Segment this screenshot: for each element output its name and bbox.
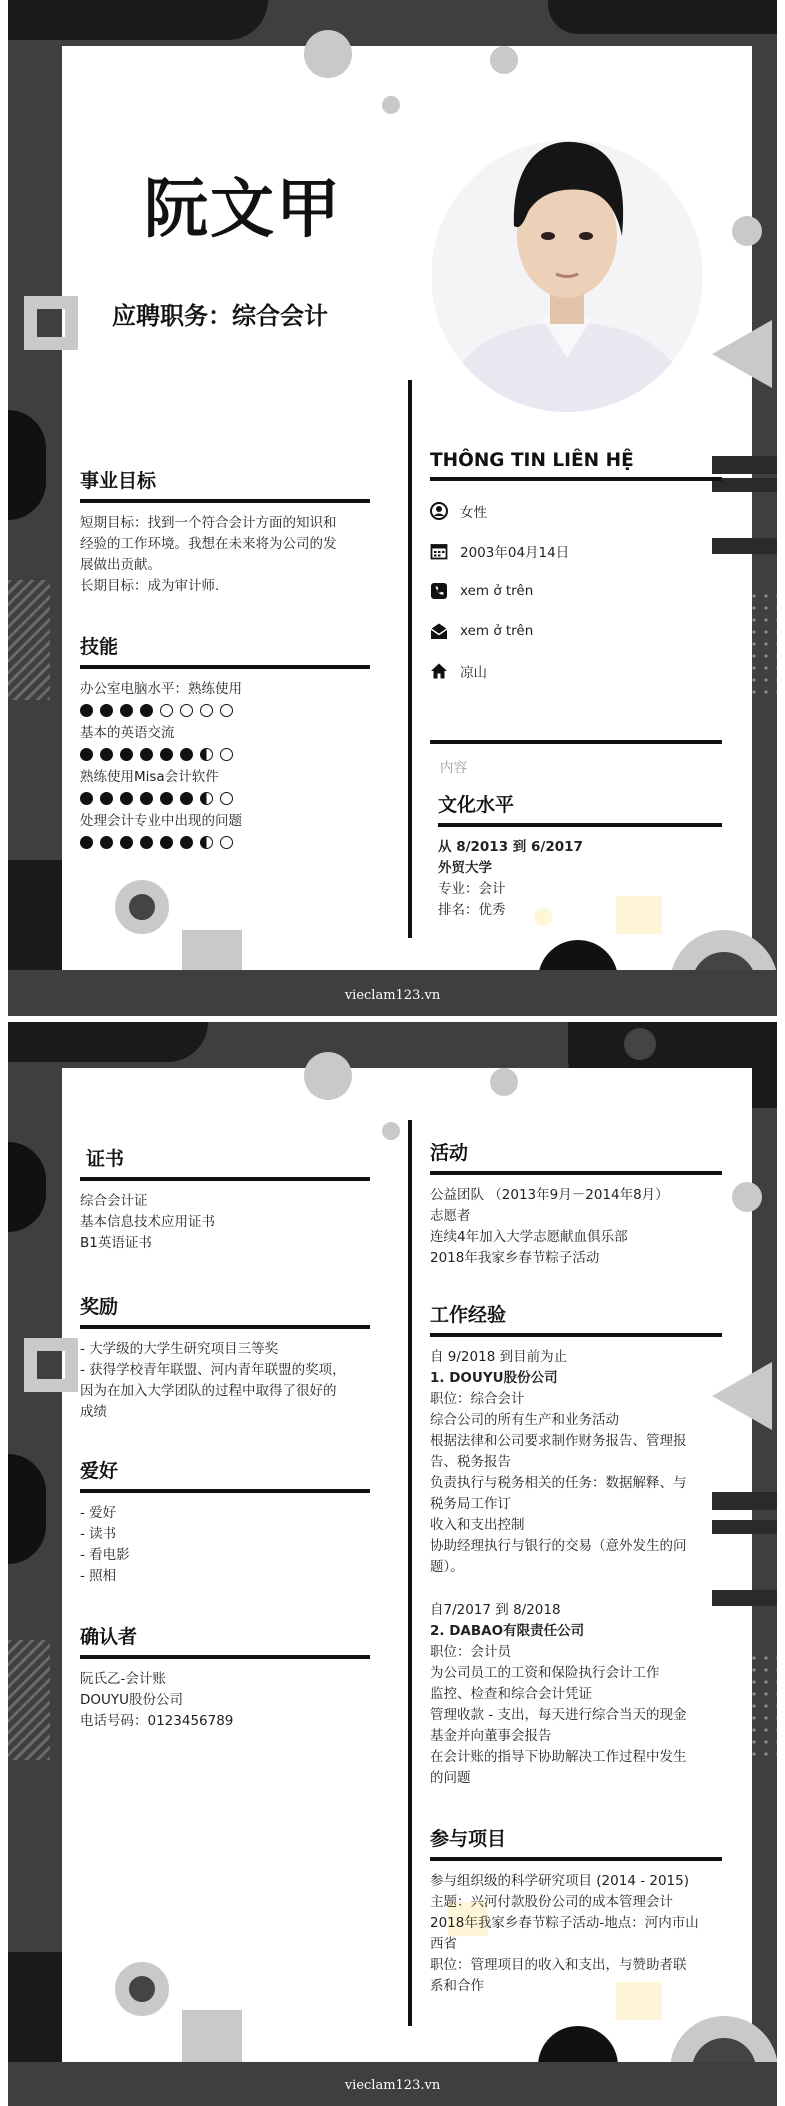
reference-item: 电话号码：0123456789: [80, 1713, 234, 1729]
job-line: 在会计账的指导下协助解决工作过程中发生: [430, 1749, 687, 1765]
job-line: 根据法律和公司要求制作财务报告、管理报: [430, 1433, 687, 1449]
career-title: 事业目标: [80, 466, 370, 503]
projects-title: 参与项目: [430, 1824, 722, 1861]
decor-circle: [382, 96, 400, 114]
certificate-item: B1英语证书: [80, 1235, 152, 1251]
rating-dot: [100, 836, 113, 849]
phone-icon: [430, 582, 448, 600]
education-school: 外贸大学: [438, 860, 492, 876]
decor-hatch: [8, 580, 50, 700]
decor-dots: [748, 590, 777, 700]
job-line: 为公司员工的工资和保险执行会计工作: [430, 1665, 660, 1681]
rating-dot: [140, 792, 153, 805]
skill-label: 办公室电脑水平：熟练使用: [80, 681, 242, 697]
hobbies-section: [80, 1456, 370, 1587]
skills-list: [80, 679, 370, 849]
job-line: 管理收款 - 支出，每天进行综合当天的现金: [430, 1707, 687, 1723]
skills-title: 技能: [80, 632, 370, 669]
job-line: 职位：会计员: [430, 1644, 511, 1660]
rating-dot: [180, 704, 193, 717]
activity-item: 连续4年加入大学志愿献血俱乐部: [430, 1229, 628, 1245]
skill-label: 熟练使用Misa会计软件: [80, 769, 219, 785]
job-company: 2. DABAO有限责任公司: [430, 1623, 585, 1639]
contact-email: [430, 611, 722, 651]
home-icon: [430, 662, 448, 680]
rating-dot: [120, 748, 133, 761]
rating-dot: [180, 748, 193, 761]
reference-item: DOUYU股份公司: [80, 1692, 184, 1708]
decor-shape: [8, 410, 46, 520]
rating-dot: [100, 748, 113, 761]
decor-circle: [490, 46, 518, 74]
rating-dot: [200, 792, 213, 805]
activity-item: 2018年我家乡春节粽子活动: [430, 1250, 600, 1266]
job-entry: [430, 1600, 722, 1789]
rating-dot: [160, 836, 173, 849]
job-line: 告、税务报告: [430, 1454, 511, 1470]
footer-text: vieclam123.vn: [344, 988, 441, 1003]
job-line: 综合公司的所有生产和业务活动: [430, 1412, 619, 1428]
certificate-item: 基本信息技术应用证书: [80, 1214, 215, 1230]
column-divider: [408, 380, 412, 938]
content-label: 内容: [440, 760, 467, 776]
rating-dot: [220, 748, 233, 761]
activity-item: 志愿者: [430, 1208, 471, 1224]
awards-line: 因为在加入大学团队的过程中取得了很好的: [80, 1383, 337, 1399]
education-title: 文化水平: [438, 790, 722, 827]
project-line: 职位：管理项目的收入和支出，与赞助者联: [430, 1957, 687, 1973]
references-section: [80, 1622, 370, 1732]
rating-dot: [80, 836, 93, 849]
decor-circle: [624, 1028, 656, 1060]
column-divider: [408, 1120, 412, 2026]
experience-title: 工作经验: [430, 1300, 722, 1337]
address-value: 凉山: [460, 665, 487, 681]
job-line: 收入和支出控制: [430, 1517, 525, 1533]
career-line: 短期目标：找到一个符合会计方面的知识和: [80, 515, 337, 531]
decor-square: [24, 1338, 78, 1392]
job-line: 的问题: [430, 1770, 471, 1786]
awards-line: - 获得学校青年联盟、河内青年联盟的奖项，: [80, 1362, 346, 1378]
projects-section: [430, 1824, 722, 1997]
rating-dot: [200, 748, 213, 761]
user-circle-icon: [430, 502, 448, 520]
decor-shape: [8, 1142, 46, 1232]
career-line: 展做出贡献。: [80, 557, 161, 573]
job-period: 自7/2017 到 8/2018: [430, 1602, 561, 1618]
certificate-item: 综合会计证: [80, 1193, 148, 1209]
rating-dot: [160, 704, 173, 717]
activity-item: 公益团队 （2013年9月－2014年8月）: [430, 1187, 669, 1203]
portrait-photo: [432, 96, 702, 412]
rating-dot: [140, 836, 153, 849]
job-line: 负责执行与税务相关的任务：数据解释、与: [430, 1475, 687, 1491]
email-value: xem ở trên: [460, 623, 534, 639]
resume-page-2: [8, 1022, 777, 2106]
rating-dot: [140, 704, 153, 717]
rating-dot: [80, 704, 93, 717]
hobby-item: - 照相: [80, 1568, 117, 1584]
decor-triangle: [712, 320, 772, 388]
education-major: 专业：会计: [438, 881, 506, 897]
skill-rating: [80, 704, 370, 717]
contact-address: [430, 651, 722, 691]
job-line: 协助经理执行与银行的交易（意外发生的问: [430, 1538, 687, 1554]
rating-dot: [220, 704, 233, 717]
decor-circle: [490, 1068, 518, 1096]
birthday-value: 2003年04月14日: [460, 545, 570, 561]
rating-dot: [80, 748, 93, 761]
decor-shape: [8, 1022, 208, 1062]
applied-position: 应聘职务：综合会计: [112, 302, 328, 330]
rating-dot: [100, 792, 113, 805]
decor-shape: [548, 0, 777, 34]
project-line: 参与组织级的科学研究项目 (2014 - 2015): [430, 1873, 689, 1889]
decor-shape: [8, 1454, 46, 1564]
rating-dot: [180, 836, 193, 849]
skill-label: 基本的英语交流: [80, 725, 175, 741]
job-period: 自 9/2018 到目前为止: [430, 1349, 568, 1365]
rating-dot: [120, 704, 133, 717]
contact-phone: [430, 571, 722, 611]
decor-square: [24, 296, 78, 350]
candidate-name: 阮文甲: [144, 173, 342, 247]
project-line: 西省: [430, 1936, 457, 1952]
references-title: 确认者: [80, 1622, 370, 1659]
experience-section: [430, 1300, 722, 1789]
rating-dot: [100, 704, 113, 717]
awards-title: 奖励: [80, 1292, 370, 1329]
decor-ring: [115, 880, 169, 934]
education-period: 从 8/2013 到 6/2017: [438, 839, 583, 855]
job-line: 职位：综合会计: [430, 1391, 525, 1407]
rating-dot: [180, 792, 193, 805]
education-rank: 排名：优秀: [438, 902, 506, 918]
hobby-item: - 看电影: [80, 1547, 130, 1563]
hobbies-title: 爱好: [80, 1456, 370, 1493]
decor-circle: [732, 216, 762, 246]
hobby-item: - 爱好: [80, 1505, 117, 1521]
certificates-section: [80, 1144, 370, 1254]
decor-dots: [748, 1652, 777, 1762]
jobs-list: [430, 1347, 722, 1789]
education-section: [438, 790, 722, 921]
rating-dot: [140, 748, 153, 761]
job-line: 监控、检查和综合会计凭证: [430, 1686, 592, 1702]
contact-title: THÔNG TIN LIÊN HỆ: [430, 450, 722, 481]
contact-birthday: [430, 531, 722, 571]
decor-hatch: [8, 1640, 50, 1760]
rating-dot: [120, 792, 133, 805]
decor-ring: [115, 1962, 169, 2016]
decor-shape: [8, 0, 268, 40]
project-line: 系和合作: [430, 1978, 484, 1994]
calendar-icon: [430, 542, 448, 560]
contact-divider: [430, 740, 722, 744]
project-line: 2018年我家乡春节粽子活动-地点：河内市山: [430, 1915, 699, 1931]
skills-section: [80, 632, 370, 855]
awards-section: [80, 1292, 370, 1423]
rating-dot: [80, 792, 93, 805]
rating-dot: [120, 836, 133, 849]
rating-dot: [200, 704, 213, 717]
career-section: [80, 466, 370, 597]
activities-section: [430, 1138, 722, 1269]
rating-dot: [220, 792, 233, 805]
awards-line: - 大学级的大学生研究项目三等奖: [80, 1341, 279, 1357]
project-line: 主题：兴河付款股份公司的成本管理会计: [430, 1894, 673, 1910]
job-entry: [430, 1347, 722, 1578]
job-line: 基金并向董事会报告: [430, 1728, 552, 1744]
skill-rating: [80, 836, 370, 849]
decor-circle: [304, 30, 352, 78]
rating-dot: [220, 836, 233, 849]
rating-dot: [160, 748, 173, 761]
activities-title: 活动: [430, 1138, 722, 1175]
certificates-title: 证书: [80, 1144, 370, 1181]
skill-label: 处理会计专业中出现的问题: [80, 813, 242, 829]
hobby-item: - 读书: [80, 1526, 117, 1542]
awards-line: 成绩: [80, 1404, 107, 1420]
skill-rating: [80, 748, 370, 761]
reference-item: 阮氏乙-会计账: [80, 1671, 166, 1687]
decor-circle: [304, 1052, 352, 1100]
decor-circle: [382, 1122, 400, 1140]
footer-text: vieclam123.vn: [344, 2078, 441, 2093]
phone-value: xem ở trên: [460, 583, 534, 599]
career-line: 经验的工作环境。我想在未来将为公司的发: [80, 536, 337, 552]
job-line: 税务局工作订: [430, 1496, 511, 1512]
job-line: 题）。: [430, 1559, 464, 1575]
rating-dot: [200, 836, 213, 849]
resume-page-1: [8, 0, 777, 1016]
rating-dot: [160, 792, 173, 805]
gender-value: 女性: [460, 505, 487, 521]
contact-section: [430, 450, 722, 691]
career-line: 长期目标：成为审计师.: [80, 578, 220, 594]
decor-circle: [732, 1182, 762, 1212]
skill-rating: [80, 792, 370, 805]
envelope-open-icon: [430, 622, 448, 640]
job-company: 1. DOUYU股份公司: [430, 1370, 558, 1386]
contact-gender: [430, 491, 722, 531]
avatar: [432, 96, 702, 412]
